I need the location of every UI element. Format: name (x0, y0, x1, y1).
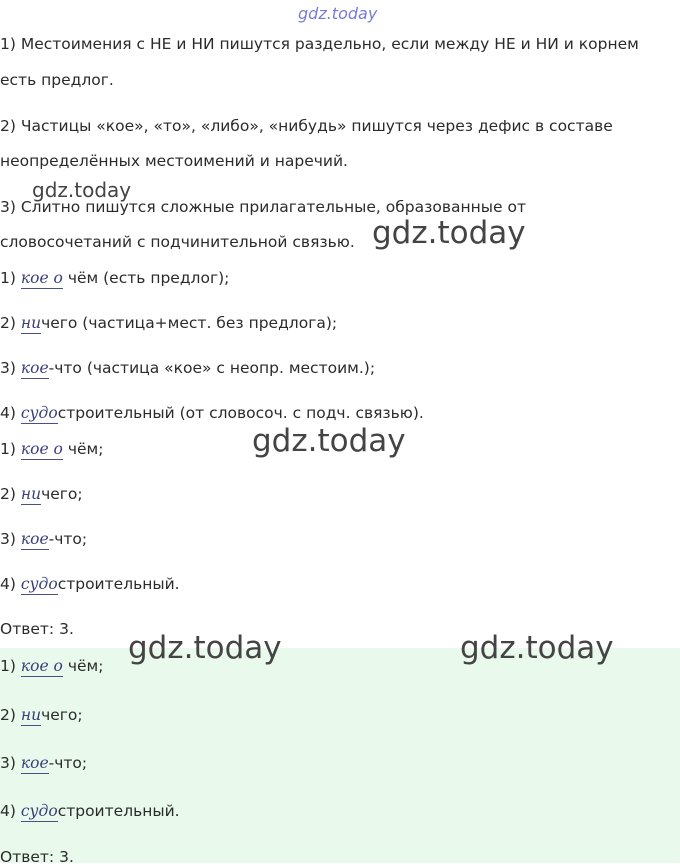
rule-2-line-1: 2) Частицы «кое», «то», «либо», «нибудь» пишутся через дефис в составе (0, 117, 613, 135)
rule-1-line-1: 1) Местоимения с НЕ и НИ пишутся раздельно, если между НЕ и НИ и корнем (0, 35, 639, 53)
rule-1-line-2: есть предлог. (0, 71, 114, 89)
explanation-3 (0, 359, 375, 377)
watermark-top: gdz.today (298, 4, 378, 23)
green-answer-2 (0, 706, 83, 724)
item-number: 1) (0, 657, 16, 675)
answer-1 (0, 440, 103, 458)
item-number: 2) (0, 706, 16, 724)
item-text: чём; (62, 657, 104, 675)
handwritten-word: кое о (20, 440, 63, 458)
answer-3 (0, 530, 87, 548)
item-number: 2) (0, 314, 16, 332)
watermark-bottom-left: gdz.today (128, 630, 282, 666)
answer-block (0, 648, 680, 863)
item-number: 4) (0, 575, 16, 593)
rule-3-line-1: 3) Слитно пишутся сложные прилагательные, образованные от (0, 198, 526, 216)
answer-label: Ответ: 3. (0, 620, 74, 638)
handwritten-word: судо (20, 575, 58, 593)
rule-3-line-2: словосочетаний с подчинительной связью. (0, 233, 355, 251)
answer-2 (0, 485, 83, 503)
item-text: -что (частица «кое» с неопр. местоим.); (48, 359, 376, 377)
item-number: 3) (0, 530, 16, 548)
item-number: 3) (0, 754, 16, 772)
item-text: чего; (41, 706, 83, 724)
item-text: строительный. (57, 802, 180, 820)
handwritten-word: кое о (20, 657, 63, 675)
rule-2-line-2: неопределённых местоимений и наречий. (0, 152, 348, 170)
item-text: -что; (48, 754, 88, 772)
green-answer-4 (0, 802, 180, 820)
handwritten-word: кое (20, 359, 49, 377)
watermark-small: gdz.today (32, 178, 132, 202)
item-text: чего; (41, 485, 83, 503)
item-text: строительный. (57, 575, 180, 593)
handwritten-word: ни (20, 485, 42, 503)
item-number: 1) (0, 269, 16, 287)
handwritten-word: ни (20, 706, 42, 724)
handwritten-word: кое (20, 530, 49, 548)
item-number: 2) (0, 485, 16, 503)
explanation-2 (0, 314, 337, 332)
item-text: чего (частица+мест. без предлога); (41, 314, 338, 332)
watermark-right: gdz.today (372, 215, 526, 251)
explanation-1 (0, 269, 229, 287)
green-answer-3 (0, 754, 87, 772)
watermark-middle: gdz.today (252, 423, 406, 459)
item-text: чём; (62, 440, 104, 458)
item-number: 4) (0, 802, 16, 820)
handwritten-word: кое о (20, 269, 63, 287)
handwritten-word: кое (20, 754, 49, 772)
green-answer-label: Ответ: 3. (0, 848, 74, 866)
watermark-bottom-right: gdz.today (460, 630, 614, 666)
handwritten-word: судо (20, 802, 58, 820)
handwritten-word: ни (20, 314, 42, 332)
item-number: 3) (0, 359, 16, 377)
answer-4 (0, 575, 180, 593)
item-text: чём (есть предлог); (62, 269, 230, 287)
green-answer-1 (0, 657, 103, 675)
explanation-4 (0, 404, 424, 422)
item-text: строительный (от словосоч. с подч. связью). (57, 404, 424, 422)
handwritten-word: судо (20, 404, 58, 422)
item-number: 1) (0, 440, 16, 458)
item-number: 4) (0, 404, 16, 422)
item-text: -что; (48, 530, 88, 548)
